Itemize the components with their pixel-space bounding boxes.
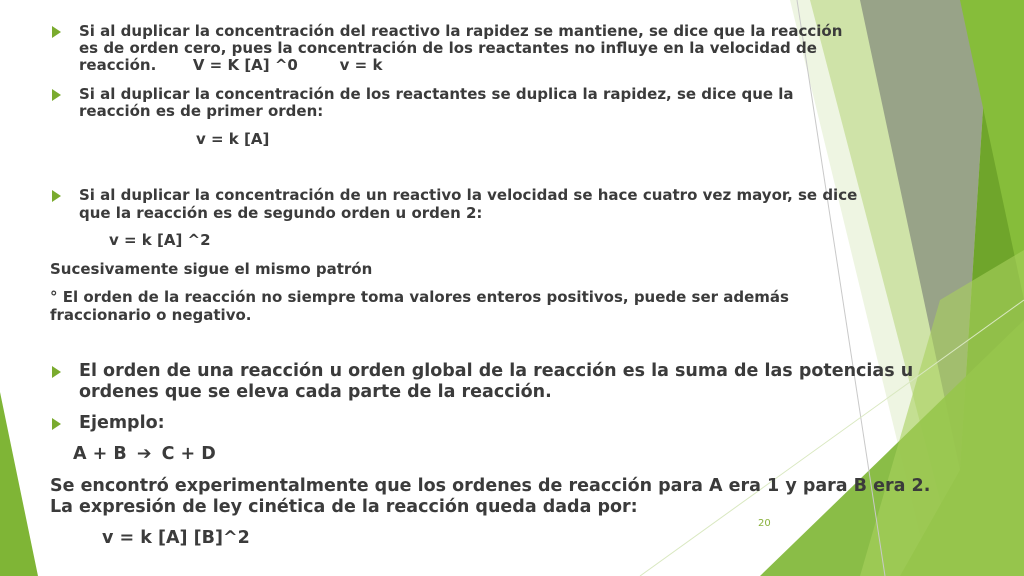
bullet-1-line-1: Si al duplicar la concentración del reactivo la rapidez se mantiene, se dice que la reacción (79, 22, 843, 40)
reaction-products: C + D (161, 444, 216, 464)
bullet-2-line-1: Si al duplicar la concentración de los reactantes se duplica la rapidez, se dice que la (79, 85, 794, 103)
example-label: Ejemplo: (79, 413, 165, 433)
note-line-2: fraccionario o negativo. (50, 306, 252, 324)
global-order-line-1: El orden de una reacción u orden global de la reacción es la suma de las potencias u (79, 361, 914, 381)
pattern-paragraph: Sucesivamente sigue el mismo patrón (50, 260, 373, 278)
bullet-arrow-icon (52, 89, 61, 101)
bullet-arrow-icon (52, 366, 61, 378)
bullet-2-line-2: reacción es de primer orden: (79, 102, 324, 120)
bullet-3-line-2: que la reacción es de segundo orden u orden 2: (79, 204, 483, 222)
bullet-arrow-icon (52, 26, 61, 38)
bullet-3-line-1: Si al duplicar la concentración de un reactivo la velocidad se hace cuatro vez mayor, se dice (79, 186, 858, 204)
right-arrow-icon: ➔ (136, 444, 152, 464)
first-order-formula: v = k [A] (196, 130, 270, 148)
second-order-formula: v = k [A] ^2 (109, 231, 211, 249)
bullet-arrow-icon (52, 190, 61, 202)
reaction-equation (73, 444, 216, 464)
conclusion-line-2: La expresión de ley cinética de la reacción queda dada por: (50, 497, 638, 517)
bullet-arrow-icon (52, 418, 61, 430)
note-line-1: ° El orden de la reacción no siempre toma valores enteros positivos, puede ser además (50, 288, 789, 306)
rate-law-formula: v = k [A] [B]^2 (102, 528, 250, 548)
global-order-line-2: ordenes que se eleva cada parte de la reacción. (79, 382, 552, 402)
bullet-1-line-3: reacción. V = K [A] ^0 v = k (79, 56, 383, 74)
slide-number: 20 (758, 518, 771, 529)
conclusion-line-1: Se encontró experimentalmente que los ordenes de reacción para A era 1 y para B era 2. (50, 476, 931, 496)
reaction-reactants: A + B (73, 444, 127, 464)
bullet-1-line-2: es de orden cero, pues la concentración de los reactantes no influye en la velocidad de (79, 39, 817, 57)
